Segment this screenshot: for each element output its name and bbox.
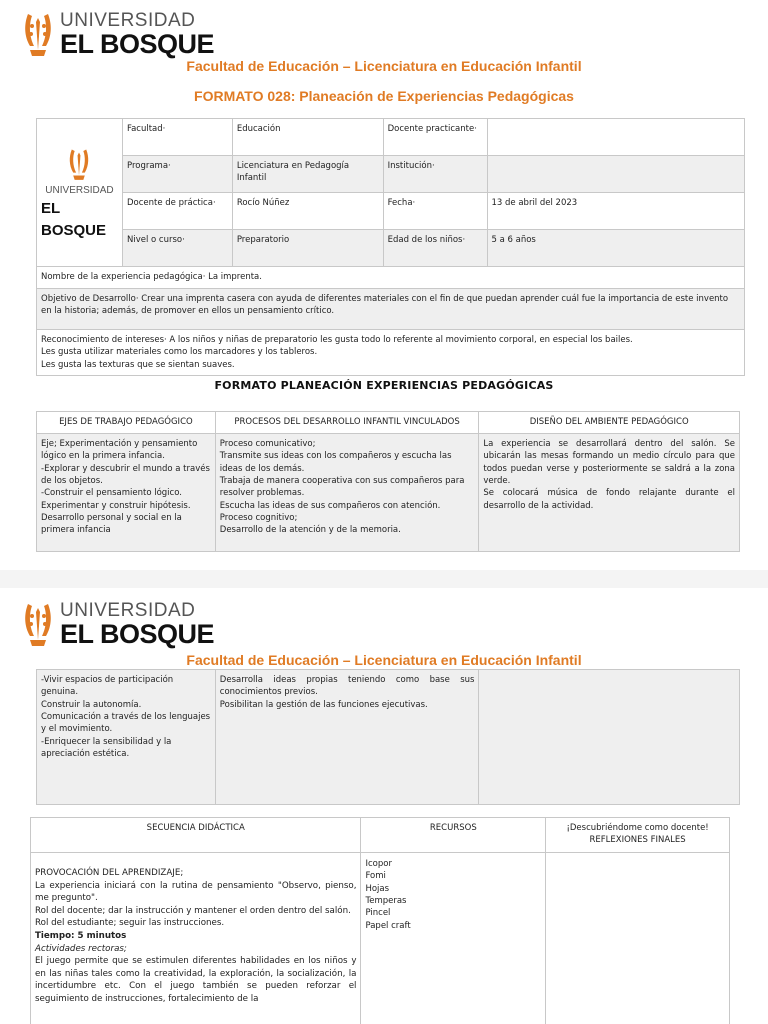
facultad-value: Educación	[232, 119, 383, 156]
format-heading: FORMATO 028: Planeación de Experiencias Pedagógicas	[194, 88, 574, 104]
recursos-content	[361, 853, 546, 1024]
docente-practica-value: Rocío Núñez	[232, 193, 383, 230]
ejes-table	[36, 411, 740, 552]
secuencia-content	[31, 853, 361, 1024]
institucion-label: Institución·	[383, 156, 487, 193]
procesos-line: Proceso comunicativo;	[219, 439, 316, 449]
docente-practicante-label: Docente practicante·	[383, 119, 487, 156]
recurso-item: Papel craft	[365, 920, 411, 931]
small-logo-line-2: EL BOSQUE	[41, 200, 107, 239]
reconocimiento-line: Reconocimiento de intereses· A los niños y niñas de preparatorio les gusta todo lo referente al movimiento corporal, en especial los bailes.	[41, 335, 633, 345]
university-logo-mark-icon	[20, 600, 56, 648]
diseno-line: La experiencia se desarrollará dentro del salón. Se ubicarán las mesas formando un medio círculo para que todos puedan verse y posteriormente se saldrá a la zona verde.	[483, 439, 735, 486]
small-logo-line-1: UNIVERSIDAD	[45, 184, 114, 196]
fecha-label: Fecha·	[383, 193, 487, 230]
procesos-line: Escucha las ideas de sus compañeros con atención.	[219, 500, 441, 511]
logo-line-2: EL BOSQUE	[60, 618, 215, 649]
secuencia-header: SECUENCIA DIDÁCTICA	[31, 818, 361, 853]
page-2	[0, 588, 768, 1024]
logo-line-1: UNIVERSIDAD	[60, 599, 196, 621]
programa-value: Licenciatura en Pedagogía Infantil	[232, 156, 383, 193]
actividades-title: Actividades rectoras;	[35, 943, 127, 954]
ejes-line: Comunicación a través de los lenguajes y el movimiento.	[41, 711, 211, 735]
diseno-content-continued	[479, 670, 740, 805]
ejes-content	[37, 434, 216, 552]
diseno-header: DISEÑO DEL AMBIENTE PEDAGÓGICO	[479, 412, 740, 434]
procesos-header: PROCESOS DEL DESARROLLO INFANTIL VINCULADOS	[215, 412, 479, 434]
objetivo-desarrollo: Objetivo de Desarrollo· Crear una imprenta casera con ayuda de diferentes materiales con el fin de que puedan aprender cuál fue la importancia de este invento en la historia; además, de promover en ellos un pensamiento crítico.	[37, 289, 745, 330]
ejes-line: Experimentar y construir hipótesis.	[41, 500, 191, 511]
university-logo-mark-icon	[20, 10, 56, 58]
fecha-value: 13 de abril del 2023	[487, 193, 745, 230]
faculty-heading: Facultad de Educación – Licenciatura en Educación Infantil	[186, 652, 582, 668]
nombre-experiencia: Nombre de la experiencia pedagógica· La imprenta.	[37, 267, 745, 289]
recurso-item: Fomi	[365, 871, 386, 882]
ejes-line: Desarrollo personal y social en la primera infancia	[41, 512, 182, 536]
procesos-line: Proceso cognitivo;	[219, 512, 298, 523]
reconocimiento-line: Les gusta utilizar materiales como los marcadores y los tableros.	[41, 347, 318, 358]
small-logo-mark-icon	[66, 146, 92, 182]
ejes-line: Eje; Experimentación y pensamiento lógico en la primera infancia.	[41, 439, 198, 462]
reflexiones-header	[546, 818, 730, 853]
reflexiones-content	[546, 853, 730, 1024]
diseno-line: Se colocará música de fondo relajante durante el desarrollo de la actividad.	[483, 488, 735, 511]
nivel-label: Nivel o curso·	[122, 230, 232, 267]
ejes-continuation-table	[36, 669, 740, 805]
faculty-heading: Facultad de Educación – Licenciatura en Educación Infantil	[186, 58, 582, 74]
procesos-line: Posibilitan la gestión de las funciones ejecutivas.	[219, 699, 428, 710]
info-table	[36, 118, 745, 376]
docente-practicante-value	[487, 119, 745, 156]
ejes-content-continued	[37, 670, 216, 805]
ejes-line: -Enriquecer la sensibilidad y la apreciación estética.	[41, 736, 172, 759]
ejes-line: Construir la autonomía.	[41, 699, 142, 710]
ejes-line: -Vivir espacios de participación genuina.	[41, 675, 174, 698]
planeacion-subtitle: FORMATO PLANEACIÓN EXPERIENCIAS PEDAGÓGICAS	[214, 379, 554, 392]
ejes-header: EJES DE TRABAJO PEDAGÓGICO	[37, 412, 216, 434]
provocacion-line: Rol del docente; dar la instrucción y mantener el orden dentro del salón.	[35, 905, 351, 916]
ejes-line: -Construir el pensamiento lógico.	[41, 488, 182, 499]
logo-line-1: UNIVERSIDAD	[60, 9, 196, 31]
recurso-item: Pincel	[365, 908, 391, 919]
procesos-line: Transmite sus ideas con los compañeros y escucha las ideas de los demás.	[219, 451, 452, 474]
ejes-line: -Explorar y descubrir el mundo a través de los objetos.	[41, 463, 210, 486]
provocacion-line: Rol del estudiante; seguir las instrucciones.	[35, 918, 225, 929]
university-logo	[20, 600, 214, 648]
programa-label: Programa·	[122, 156, 232, 193]
university-logo	[20, 10, 214, 58]
facultad-label: Facultad·	[122, 119, 232, 156]
provocacion-title: PROVOCACIÓN DEL APRENDIZAJE;	[35, 868, 184, 878]
reflexiones-header-line-2: REFLEXIONES FINALES	[589, 835, 686, 846]
procesos-line: Trabaja de manera cooperativa con sus compañeros para resolver problemas.	[219, 475, 465, 499]
institucion-value	[487, 156, 745, 193]
recurso-item: Icopor	[365, 859, 392, 869]
procesos-line: Desarrolla ideas propias teniendo como base sus conocimientos previos.	[219, 675, 475, 698]
secuencia-table	[30, 817, 730, 1024]
procesos-line: Desarrollo de la atención y de la memoria.	[219, 525, 401, 536]
reflexiones-header-line-1: ¡Descubriéndome como docente!	[566, 823, 709, 833]
actividades-text: El juego permite que se estimulen diferentes habilidades en los niños y en las niñas tales como la creatividad, la exploración, la socialización, la incertidumbre etc. Con el juego también se pueden reforzar el seguimiento de instrucciones, fortalecimiento de la	[35, 956, 357, 1005]
page-separator	[0, 570, 768, 588]
diseno-content	[479, 434, 740, 552]
tiempo-label: Tiempo: 5 minutos	[35, 931, 127, 942]
recurso-item: Temperas	[365, 895, 407, 906]
procesos-content-continued	[215, 670, 479, 805]
edad-value: 5 a 6 años	[487, 230, 745, 267]
nivel-value: Preparatorio	[232, 230, 383, 267]
provocacion-line: La experiencia iniciará con la rutina de pensamiento "Observo, pienso, me pregunto".	[35, 880, 357, 904]
recurso-item: Hojas	[365, 883, 390, 894]
info-logo-cell	[37, 119, 123, 267]
recursos-header: RECURSOS	[361, 818, 546, 853]
procesos-content	[215, 434, 479, 552]
logo-line-2: EL BOSQUE	[60, 28, 215, 59]
docente-practica-label: Docente de práctica·	[122, 193, 232, 230]
reconocimiento-intereses	[37, 330, 745, 376]
reconocimiento-line: Les gusta las texturas que se sientan suaves.	[41, 359, 235, 370]
edad-label: Edad de los niños·	[383, 230, 487, 267]
